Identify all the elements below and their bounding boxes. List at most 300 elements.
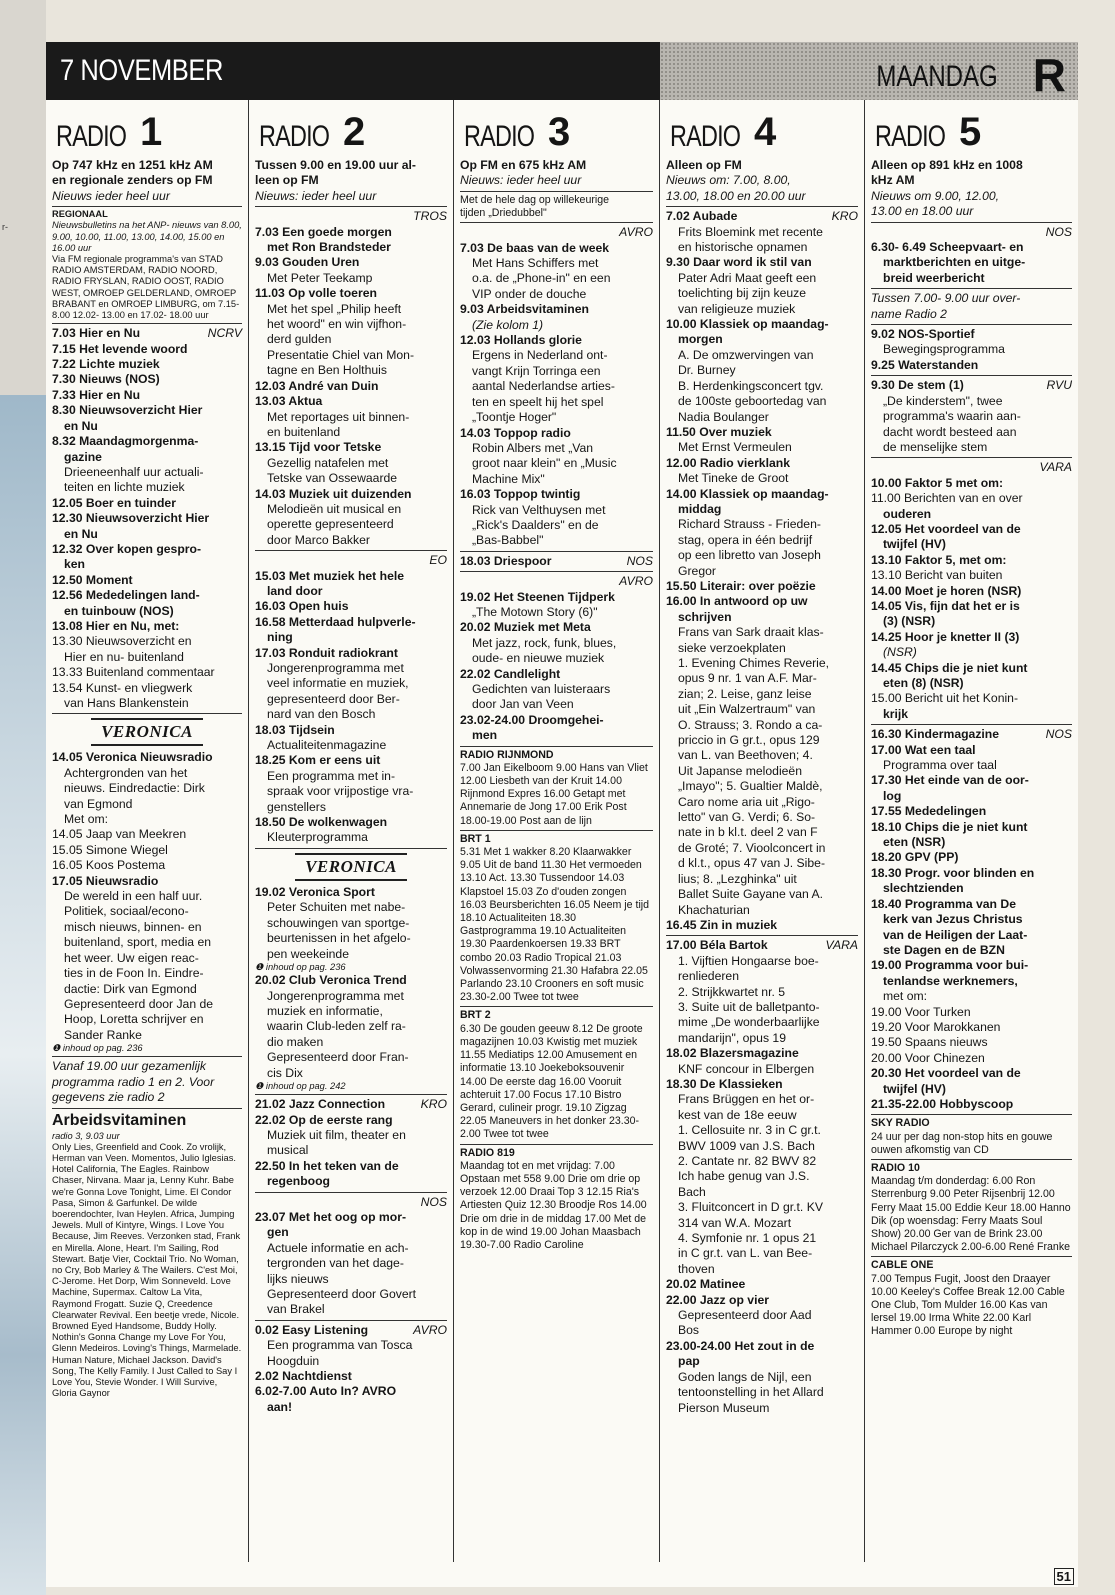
listing-line: 18.40 Programma van De bbox=[871, 896, 1016, 911]
listing-line: Met Hans Schiffers met bbox=[472, 256, 599, 271]
listing-line: mandarijn", opus 19 bbox=[678, 1030, 786, 1045]
listing-line: NOS bbox=[1045, 224, 1072, 239]
listing-line: Frits Bloemink met recente bbox=[678, 224, 823, 239]
listing-line: 19.00 Programma voor bui- bbox=[871, 958, 1029, 973]
listing-line: teiten en lichte muziek bbox=[64, 480, 185, 495]
header-date: 7 NOVEMBER bbox=[60, 54, 223, 87]
listing-line: Robin Albers met „Van bbox=[472, 440, 594, 455]
section-divider bbox=[871, 375, 1072, 376]
listing-line: door Jan van Veen bbox=[472, 697, 574, 712]
listing-line: 22.50 In het teken van de bbox=[255, 1158, 399, 1173]
listing-line: 7.30 Nieuws (NOS) bbox=[52, 372, 160, 387]
listing-line: 17.55 Mededelingen bbox=[871, 804, 987, 819]
listing-line: 2. Strijkkwartet nr. 5 bbox=[678, 984, 786, 999]
listing-line: AVRO bbox=[619, 225, 653, 240]
listing-line: mime „De wonderbaarlijke bbox=[678, 1015, 820, 1030]
listing-line: met om: bbox=[883, 989, 928, 1004]
broadcaster-tag: NCRV bbox=[207, 326, 242, 341]
listing-line: Gregor bbox=[678, 563, 716, 578]
listing-line: 13.00 en 18.00 uur bbox=[871, 204, 974, 219]
listing-line bbox=[52, 326, 242, 341]
listing-line: dactie: Dirk van Egmond bbox=[64, 981, 197, 996]
listing-line: 18.50 De wolkenwagen bbox=[255, 815, 388, 830]
listing-line: 2.02 Nachtdienst bbox=[255, 1369, 352, 1384]
listing-line: Caro nome aria uit „Rigo- bbox=[678, 794, 815, 809]
listing-line: 9.25 Waterstanden bbox=[871, 357, 979, 372]
listing-line: Een programma met in- bbox=[267, 768, 396, 783]
radio-heading-label: RADIO bbox=[56, 120, 127, 153]
radio-heading-label: RADIO bbox=[875, 120, 946, 153]
listing-line: 5.31 Met 1 wakker 8.20 Klaarwakker 9.05 Uit de band 11.30 Het vermoeden 13.10 Act. 13.30 Tussendoor 14.03 Klapstoel 15.03 Zo d'ouden zongen 16.03 Beursberichten 16.05 Neem je tijd 18.10 Actualiteiten 18.30 Gastprogramma 19.10 Actualiteiten 19.30 Paardenkoersen 19.33 BRT combo 20.03 Radio Tropical 21.03 Volwassenvorming 21.30 Hafabra 22.05 Parlando 23.10 Crooners en soft music 23.30-2.00 Twee tot twee bbox=[460, 846, 650, 1004]
listing-line bbox=[871, 727, 1072, 742]
section-divider bbox=[52, 206, 242, 207]
section-divider bbox=[871, 457, 1072, 458]
section-divider bbox=[460, 1006, 653, 1007]
listing-line: 9.03 Gouden Uren bbox=[255, 255, 360, 270]
section-divider bbox=[255, 206, 447, 207]
listing-line: 3. Suite uit de balletpanto- bbox=[678, 999, 820, 1014]
listing-line: 17.30 Het einde van de oor- bbox=[871, 773, 1029, 788]
listing-line: nard van den Bosch bbox=[267, 707, 376, 722]
radio-heading-label: RADIO bbox=[259, 120, 330, 153]
listing-line: „De kinderstem", twee bbox=[883, 393, 1003, 408]
listing-line: 22.02 Op de eerste rang bbox=[255, 1112, 393, 1127]
listing-line: Nadia Boulanger bbox=[678, 409, 769, 424]
background-photo bbox=[0, 395, 46, 1595]
listing-line: twijfel (HV) bbox=[883, 537, 946, 552]
listing-line: Gepresenteerd door Jan de bbox=[64, 996, 214, 1011]
listing-line: CABLE ONE bbox=[871, 1259, 934, 1272]
section-divider bbox=[255, 1094, 447, 1095]
listing-line: Maandag tot en met vrijdag: 7.00 Opstaan met 558 9.00 Drie om drie op verzoek 12.00 Draai Top 3 12.15 Ria's Artiesten Quiz 12.30 Broodje Ros 14.00 Drie om drie in de middag 17.00 Met de kop in de wind 19.00 Johan Maasbach 19.30-7.00 Radio Caroline bbox=[460, 1159, 647, 1251]
listing-text: 9.30 De stem (1) bbox=[871, 378, 964, 393]
listing-line: 19.50 Spaans nieuws bbox=[871, 1035, 988, 1050]
listing-line: marktberichten en uitge- bbox=[883, 255, 1026, 270]
listing-line: 20.30 Het voordeel van de bbox=[871, 1066, 1021, 1081]
listing-line: Dr. Burney bbox=[678, 363, 736, 378]
column-radio-5 bbox=[864, 100, 1078, 1562]
listing-line: name Radio 2 bbox=[871, 306, 947, 321]
section-divider bbox=[52, 1056, 242, 1057]
listing-line: 18.02 Blazersmagazine bbox=[666, 1046, 799, 1061]
listing-line: 16.05 Koos Postema bbox=[52, 858, 166, 873]
listing-line: het weer. Uw eigen reac- bbox=[64, 950, 199, 965]
broadcaster-tag: AVRO bbox=[413, 1322, 447, 1337]
listing-text: 0.02 Easy Listening bbox=[255, 1322, 369, 1337]
section-divider bbox=[460, 1144, 653, 1145]
page-number: 51 bbox=[1054, 1568, 1074, 1585]
listing-line: kest van de 18e eeuw bbox=[678, 1107, 797, 1122]
radio-columns bbox=[46, 100, 1078, 1562]
listing-line: „Imayo"; 5. Gualtier Maldè, bbox=[678, 779, 823, 794]
section-divider bbox=[871, 1256, 1072, 1257]
listing-line: 12.00 Radio vierklank bbox=[666, 455, 790, 470]
listing-line: AVRO bbox=[619, 574, 653, 589]
magazine-page bbox=[46, 42, 1078, 1587]
listing-line: 12.03 André van Duin bbox=[255, 378, 379, 393]
listing-line: Ich habe genug van J.S. bbox=[678, 1169, 810, 1184]
listing-line: 12.05 Het voordeel van de bbox=[871, 521, 1021, 536]
listing-line: Met Ernst Vermeulen bbox=[678, 440, 792, 455]
listing-line: 13.30 Nieuwsoverzicht en bbox=[52, 634, 192, 649]
listing-line: Bach bbox=[678, 1184, 706, 1199]
listing-line: (NSR) bbox=[883, 645, 917, 660]
listing-line: 13.08 Hier en Nu, met: bbox=[52, 618, 180, 633]
listing-line: Nieuws om: 7.00, 8.00, bbox=[666, 173, 791, 188]
listing-line: Actuele informatie en ach- bbox=[267, 1240, 409, 1255]
listing-line: muziek en informatie, bbox=[267, 1003, 383, 1018]
listing-line: 18.30 Progr. voor blinden en bbox=[871, 865, 1035, 880]
listing-line: letto" van G. Verdi; 6. So- bbox=[678, 810, 816, 825]
listing-line bbox=[666, 938, 858, 953]
listing-line: musical bbox=[267, 1143, 309, 1158]
page-header bbox=[46, 42, 1078, 100]
listing-line: Achtergronden van het bbox=[64, 765, 188, 780]
listing-line bbox=[460, 554, 653, 569]
listing-line: eten (NSR) bbox=[883, 835, 946, 850]
listing-line: 20.02 Club Veronica Trend bbox=[255, 973, 407, 988]
listing-line: operette gepresenteerd bbox=[267, 517, 394, 532]
listing-line: de 100ste geboortedag van bbox=[678, 394, 827, 409]
listing-line: RADIO RIJNMOND bbox=[460, 748, 554, 761]
listing-line: tijden „Driedubbel" bbox=[460, 207, 547, 220]
listing-line: twijfel (HV) bbox=[883, 1081, 946, 1096]
listing-line: waarin Club-leden zelf ra- bbox=[267, 1019, 406, 1034]
listing-line: 22.02 Candlelight bbox=[460, 666, 561, 681]
listing-line: BRT 1 bbox=[460, 832, 491, 845]
listing-line: „The Motown Story (6)" bbox=[472, 604, 598, 619]
listing-line: Gezellig natafelen met bbox=[267, 455, 389, 470]
radio-heading bbox=[460, 100, 653, 158]
listing-line: Tussen 9.00 en 19.00 uur al- bbox=[255, 158, 416, 172]
listing-line: Politiek, sociaal/econo- bbox=[64, 904, 189, 919]
listing-line: 19.02 Veronica Sport bbox=[255, 884, 375, 899]
listing-line: 12.56 Mededelingen land- bbox=[52, 588, 200, 603]
listing-line: tagne en Ben Holthuis bbox=[267, 363, 387, 378]
listing-line: 7.33 Hier en Nu bbox=[52, 387, 141, 402]
listing-line: Op 747 kHz en 1251 kHz AM bbox=[52, 158, 213, 172]
listing-line: REGIONAAL bbox=[52, 209, 108, 220]
listing-line: O. Strauss; 3. Rondo a ca- bbox=[678, 717, 823, 732]
listing-line: Via FM regionale programma's van STAD RADIO AMSTERDAM, RADIO NOORD, RADIO FRYSLAN, RADIO OOST, RADIO WEST, OMROEP GELDERLAND, OMROEP BRABANT en OMROEP LIMBURG, om 7.15- 8.00 12.02- 13.00 en 17.02- 18.00 uur bbox=[52, 254, 240, 321]
veronica-logo bbox=[255, 853, 447, 881]
section-divider bbox=[460, 571, 653, 572]
listing-line: groot naar klein" en „Music bbox=[472, 456, 617, 471]
radio-heading-number: 5 bbox=[959, 110, 982, 154]
listing-line: 17.03 Ronduit radiokrant bbox=[255, 645, 398, 660]
listing-line: buitenland, sport, media en bbox=[64, 935, 212, 950]
listing-line: 13.10 Faktor 5, met om: bbox=[871, 552, 1007, 567]
listing-line: ten en speelt hij het spel bbox=[472, 394, 604, 409]
listing-line: Hoop, Loretta schrijver en bbox=[64, 1012, 204, 1027]
listing-text: 7.02 Aubade bbox=[666, 209, 738, 224]
listing-line: BRT 2 bbox=[460, 1009, 491, 1022]
listing-line: programma's waarin aan- bbox=[883, 409, 1021, 424]
listing-line: Hier en nu- buitenland bbox=[64, 649, 184, 664]
column-radio-2 bbox=[248, 100, 453, 1562]
listing-line: nieuws. Eindredactie: Dirk bbox=[64, 781, 205, 796]
listing-line: van L. van Beethoven; 4. bbox=[678, 748, 813, 763]
listing-line bbox=[871, 378, 1072, 393]
section-divider bbox=[52, 1108, 242, 1109]
listing-line: Tetske van Ossewaarde bbox=[267, 471, 398, 486]
listing-line: 23.02-24.00 Droomgehei- bbox=[460, 712, 604, 727]
veronica-logo-text: VERONICA bbox=[91, 718, 203, 746]
listing-line: Uit Japanse melodieën bbox=[678, 763, 802, 778]
radio-heading-number: 4 bbox=[754, 110, 777, 154]
listing-line: Jongerenprogramma met bbox=[267, 661, 404, 675]
listing-line: 9.30 Daar word ik stil van bbox=[666, 255, 812, 270]
listing-line: Jongerenprogramma met bbox=[267, 988, 404, 1003]
listing-line: land door bbox=[267, 583, 323, 598]
listing-line: Drieeneenhalf uur actuali- bbox=[64, 464, 204, 479]
radio-heading-number: 2 bbox=[343, 110, 366, 154]
listing-line: kHz AM bbox=[871, 173, 915, 188]
listing-line: ❶ inhoud op pag. 236 bbox=[52, 1043, 143, 1054]
header-day: MAANDAG bbox=[876, 60, 998, 93]
listing-line: lijks nieuws bbox=[267, 1271, 329, 1286]
listing-line: Ballet Suite Gayane van A. bbox=[678, 887, 823, 902]
listing-line: men bbox=[472, 728, 498, 743]
listing-line: 10.00 Faktor 5 met om: bbox=[871, 475, 1004, 490]
listing-line: ning bbox=[267, 630, 293, 645]
listing-line: programma radio 1 en 2. Voor bbox=[52, 1074, 215, 1089]
listing-line: Bos bbox=[678, 1323, 700, 1338]
listing-line: krijk bbox=[883, 706, 909, 721]
section-divider bbox=[460, 551, 653, 552]
listing-line: Muziek uit film, theater en bbox=[267, 1127, 406, 1142]
listing-line: 11.03 Op volle toeren bbox=[255, 286, 377, 301]
listing-line: priccio in G gr.t., opus 129 bbox=[678, 733, 820, 748]
page-edge-strip bbox=[0, 0, 46, 1595]
listing-line: 21.35-22.00 Hobbyscoop bbox=[871, 1096, 1014, 1111]
listing-line: cis Dix bbox=[267, 1065, 303, 1080]
broadcaster-tag: RVU bbox=[1046, 378, 1072, 393]
listing-line: van de Heiligen der Laat- bbox=[883, 927, 1028, 942]
listing-line: ❶ inhoud op pag. 242 bbox=[255, 1080, 346, 1091]
listing-line: en Nu bbox=[64, 526, 98, 541]
listing-line: door Marco Bakker bbox=[267, 532, 370, 547]
listing-line: aan! bbox=[267, 1399, 293, 1414]
listing-line: 314 van W.A. Mozart bbox=[678, 1215, 792, 1230]
listing-line: ken bbox=[64, 557, 86, 572]
listing-line: Nieuws: ieder heel uur bbox=[255, 188, 377, 203]
radio-heading-number: 1 bbox=[140, 110, 163, 154]
listing-line: morgen bbox=[678, 332, 723, 347]
broadcaster-tag: NOS bbox=[626, 553, 653, 568]
listing-line: De wereld in een half uur. bbox=[64, 889, 203, 904]
listing-line: regenboog bbox=[267, 1174, 330, 1189]
listing-line: 15.05 Simone Wiegel bbox=[52, 842, 168, 857]
listing-line: Met om: bbox=[64, 812, 109, 827]
listing-line: middag bbox=[678, 501, 722, 516]
listing-line: Alleen op FM bbox=[666, 158, 742, 172]
listing-line: 11.50 Over muziek bbox=[666, 424, 772, 439]
listing-line: van Brakel bbox=[267, 1302, 325, 1317]
listing-line: Met reportages uit binnen- bbox=[267, 409, 410, 424]
listing-line: 12.30 Nieuwsoverzicht Hier bbox=[52, 511, 210, 526]
listing-line: Programma over taal bbox=[883, 758, 997, 773]
listing-line: 19.20 Voor Marokkanen bbox=[871, 1019, 1001, 1034]
listing-line: pen weekeinde bbox=[267, 946, 349, 961]
listing-text: 17.00 Béla Bartok bbox=[666, 938, 768, 953]
listing-line: 14.25 Hoor je knetter II (3) bbox=[871, 629, 1020, 644]
listing-line: 16.00 In antwoord op uw bbox=[666, 594, 808, 609]
broadcaster-tag: KRO bbox=[420, 1097, 447, 1112]
section-divider bbox=[871, 324, 1072, 325]
listing-text: 16.30 Kindermagazine bbox=[871, 727, 1000, 742]
listing-line: 22.00 Jazz op vier bbox=[666, 1292, 769, 1307]
listing-line: (3) (NSR) bbox=[883, 614, 936, 629]
listing-line bbox=[255, 1097, 447, 1112]
listing-line: Nieuwsbulletins na het ANP- nieuws van 8.00, 9.00, 10.00, 11.00, 13.00, 14.00, 15.00 en 16.00 uur bbox=[52, 220, 242, 253]
listing-line: Sander Ranke bbox=[64, 1027, 142, 1042]
listing-line: 14.05 Veronica Nieuwsradio bbox=[52, 750, 213, 765]
listing-line: 23.07 Met het oog op mor- bbox=[255, 1210, 407, 1224]
listing-line: 20.02 Matinee bbox=[666, 1277, 746, 1292]
listing-line: 13.33 Buitenland commentaar bbox=[52, 665, 215, 680]
listing-line: 18.10 Chips die je niet kunt bbox=[871, 819, 1028, 834]
section-divider bbox=[460, 222, 653, 223]
header-date-bar bbox=[46, 42, 660, 100]
listing-line: 24 uur per dag non-stop hits en gouwe ouwen afkomstig van CD bbox=[871, 1130, 1053, 1156]
listing-line: Een programma van Tosca bbox=[267, 1338, 413, 1353]
column-radio-1 bbox=[46, 100, 248, 1562]
listing-line: 7.00 Jan Eikelboom 9.00 Hans van Vliet 12.00 Liesbeth van der Kruit 14.00 Rijnmond Expres 16.00 Getapt met Annemarie de Jong 17.00 Erik Post 18.00-19.00 Post aan de lijn bbox=[460, 761, 648, 827]
listing-line: VARA bbox=[1039, 460, 1072, 475]
listing-line: Op FM en 675 kHz AM bbox=[460, 158, 587, 172]
listing-line: Vanaf 19.00 uur gezamenlijk bbox=[52, 1059, 207, 1074]
section-divider bbox=[871, 1159, 1072, 1160]
listing-line: tentoonstelling in het Allard bbox=[678, 1385, 824, 1400]
listing-line: Maandag t/m donderdag: 6.00 Ron Sterrenburg 9.00 Peter Rijsenbrij 12.00 Ferry Maat 15.00 Eddie Keur 18.00 Hanno Dik (op woensdag: Ferry Maats Soul Show) 20.00 Ger van de Brink 23.00 Michael Pilarczyck 2.00-6.00 René Franke bbox=[871, 1175, 1071, 1254]
listing-line: NOS bbox=[420, 1194, 447, 1209]
listing-line: 16.45 Zin in muziek bbox=[666, 917, 778, 932]
listing-line: ❶ inhoud op pag. 236 bbox=[255, 961, 346, 972]
listing-line: Bewegingsprogramma bbox=[883, 342, 1005, 357]
listing-line: gepresenteerd door Ber- bbox=[267, 691, 400, 706]
listing-line: 19.00 Voor Turken bbox=[871, 1004, 971, 1019]
section-divider bbox=[666, 206, 858, 207]
listing-line: ouderen bbox=[883, 506, 932, 521]
listing-line: 18.25 Kom er eens uit bbox=[255, 753, 381, 768]
listing-line: Melodieën uit musical en bbox=[267, 501, 402, 516]
listing-line: zian; 2. Leise, ganz leise bbox=[678, 686, 812, 701]
listing-line: 4. Symfonie nr. 1 opus 21 bbox=[678, 1231, 817, 1246]
radio-heading bbox=[666, 100, 858, 158]
broadcaster-tag: VARA bbox=[825, 938, 858, 953]
listing-line: Nieuws ieder heel uur bbox=[52, 188, 170, 203]
listing-line: gegevens zie radio 2 bbox=[52, 1090, 165, 1105]
listing-line: met Ron Brandsteder bbox=[267, 240, 391, 255]
section-divider bbox=[52, 713, 242, 714]
listing-line: BWV 1009 van J.S. Bach bbox=[678, 1138, 815, 1153]
section-divider bbox=[871, 222, 1072, 223]
listing-line: 12.03 Hollands glorie bbox=[460, 333, 582, 348]
listing-line: 7.00 Tempus Fugit, Joost den Draayer 10.00 Keeley's Coffee Break 12.00 Cable One Club, Tom Mulder 16.00 Kas van lersel 19.00 Irma White 22.00 Karl Hammer 0.00 Europe by night bbox=[871, 1272, 1065, 1338]
listing-line: in C gr.t. van L. van Bee- bbox=[678, 1246, 813, 1261]
radio-heading-number: 3 bbox=[548, 110, 571, 154]
listing-line: 14.03 Toppop radio bbox=[460, 425, 571, 440]
radio-heading bbox=[255, 100, 447, 158]
listing-line: schrijven bbox=[678, 609, 732, 624]
listing-line: 12.32 Over kopen gespro- bbox=[52, 541, 202, 556]
radio-heading-label: RADIO bbox=[464, 120, 535, 153]
margin-text: r- bbox=[2, 222, 8, 232]
listing-line: EO bbox=[429, 553, 447, 568]
listing-line: op een libretto van Joseph bbox=[678, 548, 821, 563]
listing-line: 19.02 Het Steenen Tijdperk bbox=[460, 589, 615, 604]
listing-line: 1. Cellosuite nr. 3 in C gr.t. bbox=[678, 1123, 821, 1138]
section-divider bbox=[666, 935, 858, 936]
listing-line: kerk van Jezus Christus bbox=[883, 912, 1023, 927]
listing-line: 10.00 Klassiek op maandag- bbox=[666, 317, 829, 332]
listing-line: Rick van Velthuysen met bbox=[472, 502, 606, 517]
section-divider bbox=[255, 1192, 447, 1193]
listing-line: misch nieuws, binnen- en bbox=[64, 919, 202, 934]
section-divider bbox=[255, 550, 447, 551]
listing-line: spraak voor vrijpostige vra- bbox=[267, 784, 414, 799]
listing-line: Peter Schuiten met nabe- bbox=[267, 900, 406, 915]
listing-line: Hoogduin bbox=[267, 1353, 320, 1368]
listing-line: Actualiteitenmagazine bbox=[267, 738, 387, 753]
listing-line: 2. Cantate nr. 82 BWV 82 bbox=[678, 1154, 817, 1168]
listing-line: Presentatie Chiel van Mon- bbox=[267, 347, 414, 362]
listing-line: 3. Fluitconcert in D gr.t. KV bbox=[678, 1200, 823, 1215]
listing-line: 17.05 Nieuwsradio bbox=[52, 873, 159, 888]
listing-line: en tuinbouw (NOS) bbox=[64, 603, 174, 618]
listing-line: 8.32 Maandagmorgenma- bbox=[52, 434, 199, 449]
listing-line: Machine Mix" bbox=[472, 471, 545, 486]
listing-line: „Rick's Daalders" en de bbox=[472, 517, 599, 532]
listing-line: Met het spel „Philip heeft bbox=[267, 301, 402, 316]
listing-line: stag, opera in één bedrijf bbox=[678, 532, 813, 547]
listing-line: eten (8) (NSR) bbox=[883, 676, 964, 690]
listing-line: en Nu bbox=[64, 418, 98, 433]
listing-line: 6.02-7.00 Auto In? AVRO bbox=[255, 1384, 397, 1399]
listing-line: 18.20 GPV (PP) bbox=[871, 850, 959, 865]
listing-line: toelichting bij zijn keuze bbox=[678, 286, 807, 301]
listing-line: 15.50 Literair: over poëzie bbox=[666, 578, 816, 593]
listing-line: slechtzienden bbox=[883, 881, 964, 896]
listing-line: Met Peter Teekamp bbox=[267, 270, 373, 285]
listing-line: Met Tineke de Groot bbox=[678, 471, 789, 486]
listing-line: renliederen bbox=[678, 969, 739, 984]
listing-line: derd gulden bbox=[267, 332, 332, 347]
listing-line: sieke verzoekplaten bbox=[678, 640, 786, 655]
listing-line: 13.00, 18.00 en 20.00 uur bbox=[666, 188, 806, 203]
listing-line: gen bbox=[267, 1225, 289, 1240]
listing-line: Pierson Museum bbox=[678, 1400, 770, 1415]
listing-line: „Bas-Babbel" bbox=[472, 533, 544, 548]
listing-line: 8.30 Nieuwsoverzicht Hier bbox=[52, 403, 203, 418]
listing-line: Frans Brüggen en het or- bbox=[678, 1092, 815, 1107]
listing-line: 7.03 De baas van de week bbox=[460, 240, 610, 255]
listing-line: 14.05 Vis, fijn dat het er is bbox=[871, 598, 1020, 613]
listing-line: 7.22 Lichte muziek bbox=[52, 357, 160, 372]
listing-line: o.a. de „Phone-in" en een bbox=[472, 271, 611, 286]
listing-line: 9.02 NOS-Sportief bbox=[871, 327, 975, 342]
listing-line: de Groté; 7. Vioolconcert in bbox=[678, 840, 826, 855]
listing-line: 18.03 Tijdsein bbox=[255, 722, 335, 737]
broadcaster-tag: KRO bbox=[831, 209, 858, 224]
listing-line: 15.03 Met muziek het hele bbox=[255, 568, 405, 583]
listing-line: Nieuws: ieder heel uur bbox=[460, 173, 582, 188]
column-radio-3 bbox=[453, 100, 659, 1562]
listing-line: 1. Vijftien Hongaarse boe- bbox=[678, 953, 819, 968]
listing-line: RADIO 10 bbox=[871, 1161, 920, 1174]
section-divider bbox=[460, 191, 653, 192]
